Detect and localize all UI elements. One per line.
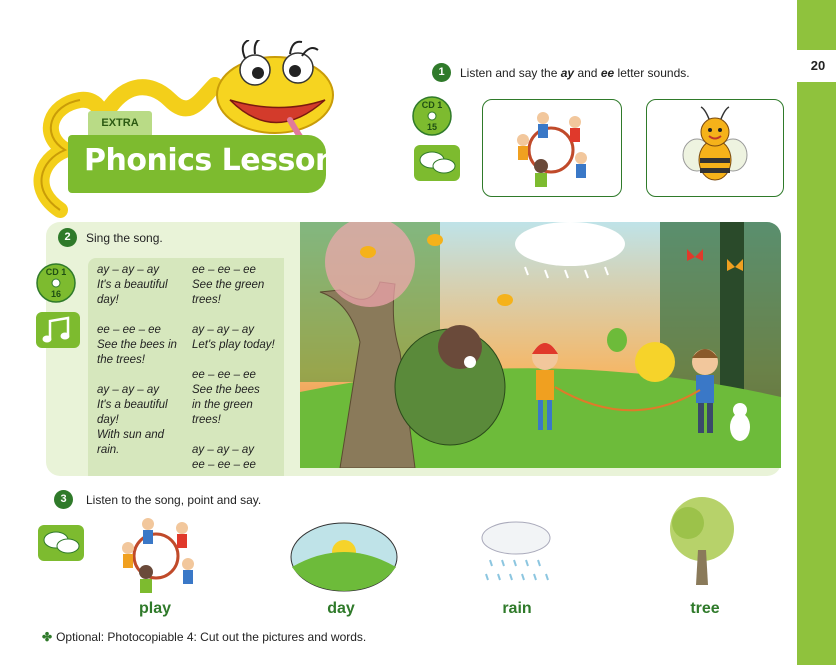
lyric-line: trees! [192,294,221,306]
activity-3-instruction: Listen to the song, point and say. [86,493,262,507]
word-play: play [138,600,171,617]
music-notes-icon [36,312,80,348]
lyric-line: It's a beautiful [97,399,168,411]
lyric-line: ee – ee – ee [192,264,256,276]
lyric-line: See the green [192,279,265,291]
clover-icon: ✤ [42,630,53,644]
word-day: day [327,600,355,617]
lyrics-right-column [192,263,282,473]
tree-picture [660,495,744,587]
cd-label: CD 1 [421,100,443,110]
rain-picture [478,520,554,590]
snake-mascot-illustration [20,40,340,220]
lyric-line: day! [97,414,119,426]
lyric-line: trees! [192,414,221,426]
lyric-line: ay – ay – ay [192,444,255,456]
activity-3-number: 3 [54,490,73,509]
lyric-line: day! [97,294,119,306]
lyric-line: It's a beautiful [97,279,168,291]
lyric-line: See the bees in [97,339,177,351]
lyric-line: Let's play today! [192,339,275,351]
activity-1-instruction: Listen and say the ay and ee letter sounds. [460,66,690,80]
speech-bubbles-icon [414,145,460,181]
page-number: 20 [810,58,826,73]
lyrics-left-column [97,263,192,458]
lyric-line: in the green [192,399,253,411]
lyric-line: rain. [97,444,120,456]
lyric-line: ay – ay – ay [192,324,255,336]
lyric-line: ee – ee – ee [192,459,256,471]
lyric-line: ay – ay – ay [97,384,160,396]
picture-children-playing [482,99,622,197]
forest-scene-illustration [300,222,781,468]
activity-2-instruction: Sing the song. [86,231,163,245]
lyric-line: See the bees [192,384,260,396]
cd-label-song: CD 1 [45,267,67,277]
lyric-line: ee – ee – ee [97,324,161,336]
lyric-line: With sun and [97,429,165,441]
word-tree: tree [690,600,720,617]
activity-2-number: 2 [58,228,77,247]
page-side-tab [797,0,836,665]
speech-bubbles-icon [38,525,84,561]
play-picture [100,512,212,594]
extra-label: EXTRA [101,117,139,129]
lyric-line: the trees! [97,354,145,366]
cd-track-song: 16 [50,289,61,299]
activity-1-number: 1 [432,63,451,82]
lyric-line: ay – ay – ay [97,264,160,276]
day-picture [290,522,398,592]
footnote: ✤ Optional: Photocopiable 4: Cut out the pictures and words. [42,630,367,644]
picture-bee [646,99,784,197]
word-rain: rain [502,600,532,617]
page-title: Phonics Lesson [84,143,336,178]
cd-track: 15 [426,122,437,132]
lyric-line: ee – ee – ee [192,369,256,381]
